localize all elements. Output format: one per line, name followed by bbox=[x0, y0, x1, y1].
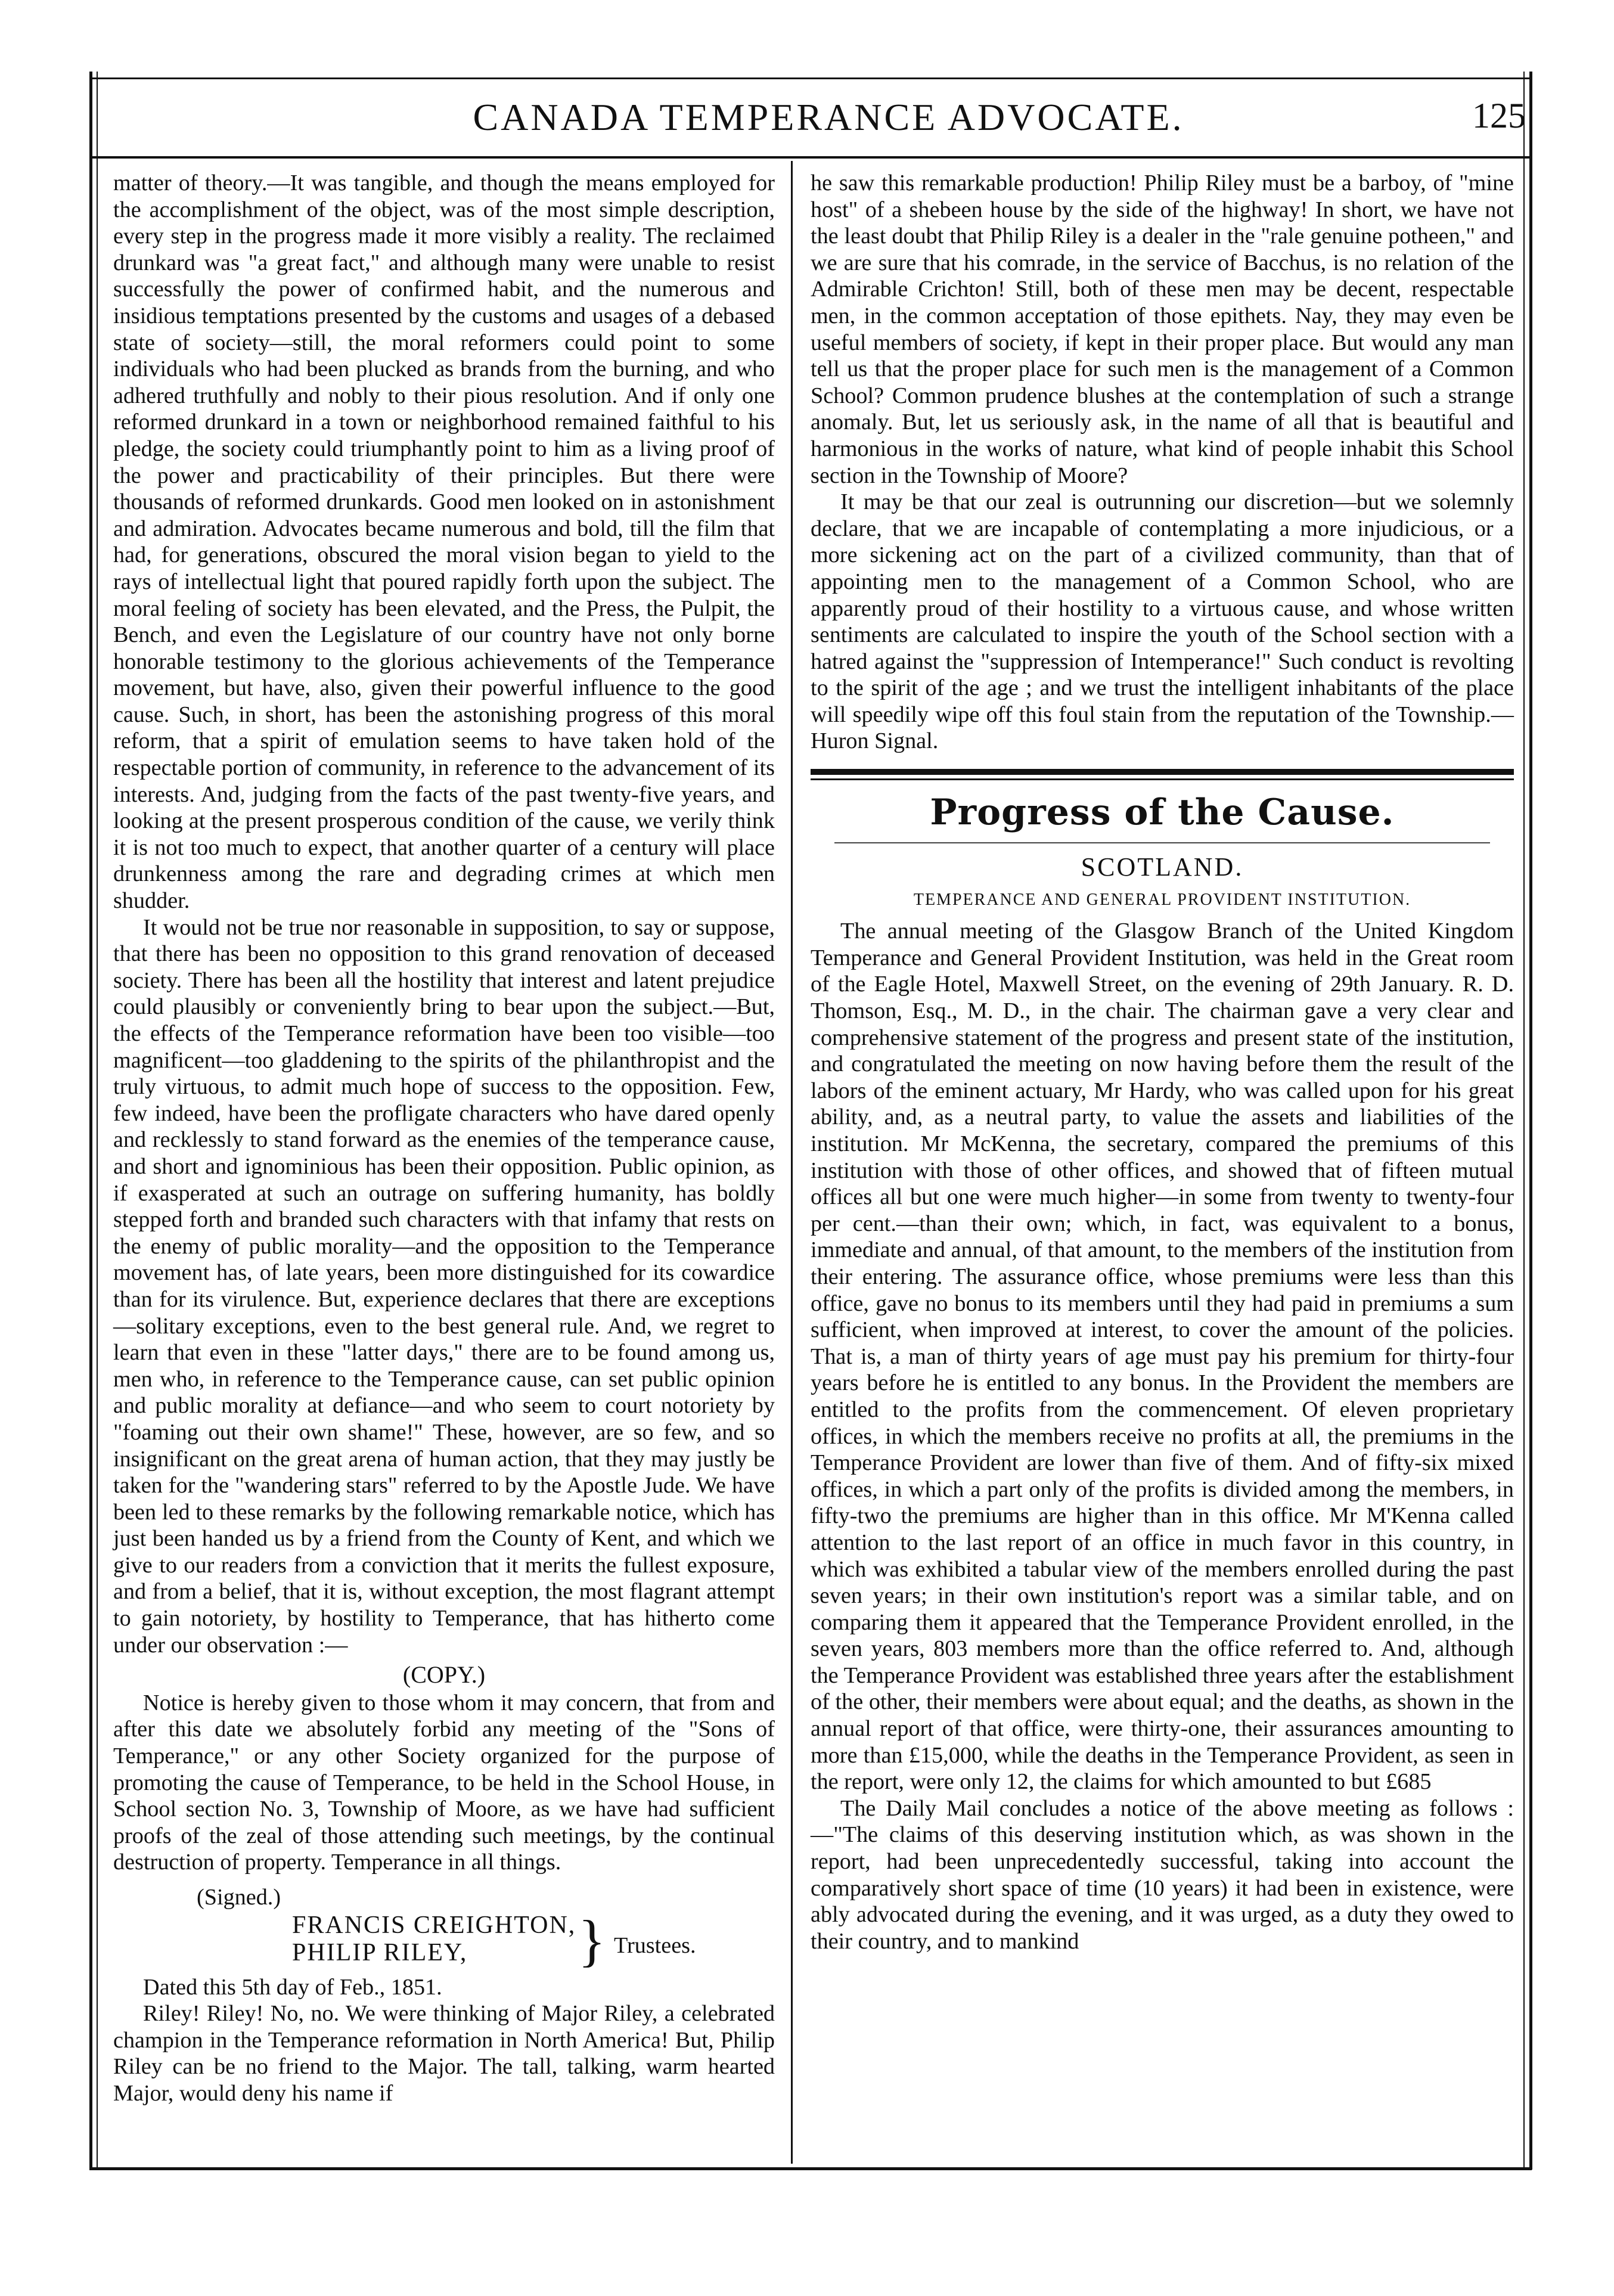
left-column bbox=[113, 170, 775, 2107]
left-border-rule bbox=[89, 72, 92, 2170]
left-border-rule-inner bbox=[97, 72, 98, 2170]
top-border-rule bbox=[89, 77, 1532, 79]
article-paragraph: matter of theory.—It was tangible, and though the means employed for the accomplishment of the object, was of the most simple description, every step in the progress made it more visibly a reality. The reclaimed drunkard was "a great fact," and although many were unable to resist successfully the power of confirmed habit, and the numerous and insidious temptations presented by the customs and usages of a debased state of society—still, the moral reformers could point to some individuals who had been plucked as brands from the burning, and who adhered truthfully and nobly to their pious resolution. And if only one reformed drunkard in a town or neighborhood remained faithful to his pledge, the society could triumphantly point to him as a living proof of the power and practicability of their principles. But there were thousands of reformed drunkards. Good men looked on in astonishment and admiration. Advocates became numerous and bold, till the film that had, for generations, obscured the moral vision began to yield to the rays of intellectual light that poured rapidly forth upon the subject. The moral feeling of society has been elevated, and the Press, the Pulpit, the Bench, and even the Legislature of our country have not only borne honorable testimony to the glorious achievements of the Temperance movement, but have, also, given their powerful influence to the good cause. Such, in short, has been the astonishing progress of this moral reform, that a spirit of emulation seems to have taken hold of the respectable portion of community, in reference to the advancement of its interests. And, judging from the facts of the past twenty-five years, and looking at the present prosperous condition of the cause, we verily think it is not too much to expect, that another quarter of a century will place drunkenness among the rare and degrading crimes at which men shudder. bbox=[113, 170, 775, 914]
column-divider bbox=[791, 161, 793, 2164]
signature-block bbox=[113, 1908, 775, 1972]
notice-paragraph: Notice is hereby given to those whom it may concern, that from and after this date we absolutely forbid any meeting of the "Sons of Temperance," or any other Society organized for the purpose of promoting the cause of Temperance, to be held in the School House, in School section No. 3, Township of Moore, as we have had sufficient proofs of the zeal of those attending such meetings, by the continual destruction of property. Temperance in all things. bbox=[113, 1690, 775, 1875]
article-paragraph: The annual meeting of the Glasgow Branch of the United Kingdom Temperance and General Provident Institution, was held in the Great room of the Eagle Hotel, Maxwell Street, on the evening of 29th January. R. D. Thomson, Esq., M. D., in the chair. The chairman gave a very clear and comprehensive statement of the progress and present state of the institution, and congratulated the meeting on now having before them the result of the labors of the eminent actuary, Mr Hardy, who was called upon for his great ability, and, as a neutral party, to value the assets and liabilities of the institution. Mr McKenna, the secretary, compared the premiums of this institution with those of other offices, and showed that of fifteen mutual offices all but one were much higher—in some from twenty to twenty-four per cent.—than their own; which, in fact, was equivalent to a bonus, immediate and annual, of that amount, to the members of the institution from their entering. The assurance office, whose premiums were less than this office, gave no bonus to its members until they had paid in premiums a sum sufficient, when improved at interest, to cover the amount of the policies. That is, a man of thirty years of age must pay his premium for thirty-four years before he is entitled to any bonus. In the Provident the members are entitled to the profits from the commencement. Of eleven proprietary offices, in which the members receive no profits at all, the premiums in the Temperance Provident are lower than five of them. And of fifty-six mixed offices, in which a part only of the profits is divided among the members, in fifty-two the premiums are higher than in this office. Mr M'Kenna called attention to the last report of an office in much favor in this country, in which was exhibited a tabular view of the members enrolled during the past seven years; in their own institution's report was a similar table, and on comparing them it appeared that the Temperance Provident enrolled, in the seven years, 803 members more than the office referred to. And, although the Temperance Provident was established three years after the establishment of the other, their members were about equal; and the deaths, as shown in the annual report of that office, were thirty-one, their assurances amounting to more than £15,000, while the deaths in the Temperance Provident, as seen in the report, were only 12, the claims for which amounted to but £685 bbox=[811, 919, 1514, 1795]
header-rule bbox=[89, 156, 1532, 159]
article-paragraph: The Daily Mail concludes a notice of the above meeting as follows :—"The claims of this deserving institution which, as was shown in the report, had been unprecedentedly successful, taking into account the comparatively short space of time (10 years) it had been in existence, were ably advocated during the evening, and it was urged, as a duty they owed to their country, and to mankind bbox=[811, 1795, 1514, 1954]
section-rule-thin bbox=[811, 778, 1514, 780]
bottom-border-rule bbox=[89, 2167, 1532, 2170]
signatory-name: FRANCIS CREIGHTON, bbox=[292, 1911, 576, 1939]
dated-line: Dated this 5th day of Feb., 1851. bbox=[143, 1974, 442, 2000]
article-paragraph: he saw this remarkable production! Philip Riley must be a barboy, of "mine host" of a shebeen house by the side of the highway! In short, we have not the least doubt that Philip Riley is a dealer in the "rale genuine potheen," and we are sure that his comrade, in the service of Bacchus, is no relation of the Admirable Crichton! Still, both of these men may be decent, respectable men, in the common acceptation of those epithets. Nay, they may even be useful members of society, if kept in their proper place. But would any man tell us that the proper place for such men is the management of a Common School? Common prudence blushes at the contemplation of such a strange anomaly. But, let us seriously ask, in the name of all that is beautiful and harmonious in the works of nature, what kind of people inhabit this School section in the Township of Moore? bbox=[811, 170, 1514, 488]
copy-heading: (COPY.) bbox=[402, 1661, 486, 1689]
region-heading: SCOTLAND. bbox=[1081, 852, 1244, 882]
section-title: Progress of the Cause. bbox=[930, 792, 1395, 834]
trustees-label: Trustees. bbox=[614, 1932, 696, 1958]
institution-heading: TEMPERANCE AND GENERAL PROVIDENT INSTITUTION. bbox=[913, 890, 1411, 909]
section-divider bbox=[834, 842, 1490, 843]
page-title: CANADA TEMPERANCE ADVOCATE. bbox=[473, 96, 1184, 138]
article-paragraph: It may be that our zeal is outrunning our discretion—but we solemnly declare, that we are incapable of contemplating a more injudicious, or a more sickening act on the part of a civilized community, than that of appointing men to the management of a Common School, who are apparently proud of their hostility to a virtuous cause, and whose written sentiments are calculated to inspire the youth of the School section with a hatred against the "suppression of Intemperance!" Such conduct is revolting to the spirit of the age ; and we trust the intelligent inhabitants of the place will speedily wipe off this foul stain from the reputation of the Township.—Huron Signal. bbox=[811, 489, 1514, 754]
right-column bbox=[811, 170, 1514, 1954]
section-rule-thick bbox=[811, 769, 1514, 775]
page-number: 125 bbox=[1472, 96, 1526, 135]
signatory-name: PHILIP RILEY, bbox=[292, 1938, 468, 1966]
article-paragraph: Riley! Riley! No, no. We were thinking of Major Riley, a celebrated champion in the Temperance reformation in North America! But, Philip Riley can be no friend to the Major. The tall, talking, warm hearted Major, would deny his name if bbox=[113, 2001, 775, 2106]
signed-label: (Signed.) bbox=[197, 1885, 281, 1910]
brace-glyph: } bbox=[578, 1908, 606, 1972]
page-header bbox=[125, 89, 1532, 149]
right-border-rule bbox=[1529, 72, 1532, 2170]
right-border-rule-inner bbox=[1523, 72, 1525, 2170]
article-paragraph: It would not be true nor reasonable in supposition, to say or suppose, that there has been no opposition to this grand renovation of deceased society. There has been all the hostility that interest and latent prejudice could plausibly or conveniently bring to bear upon the subject.—But, the effects of the Temperance reformation have been too visible—too magnificent—too gladdening to the spirits of the philanthropist and the truly virtuous, to admit much hope of success to the opposition. Few, few indeed, have been the profligate characters who have dared openly and recklessly to stand forward as the enemies of the temperance cause, and short and ignominious has been their opposition. Public opinion, as if exasperated at such an outrage on suffering humanity, has boldly stepped forth and branded such characters with that infamy that rests on the enemy of public morality—and the opposition to the Temperance movement has, of late years, been more distinguished for its cowardice than for its virulence. But, experience declares that there are exceptions—solitary exceptions, even to the best general rule. And, we regret to learn that even in these "latter days," there are to be found among us, men who, in reference to the Temperance cause, can set public opinion and public morality at defiance—and who seem to court notoriety by "foaming out their own shame!" These, however, are so few, and so insignificant on the great arena of human action, that they may justly be taken for the "wandering stars" referred to by the Apostle Jude. We have been led to these remarks by the following remarkable notice, which has just been handed us by a friend from the County of Kent, and which we give to our readers from a conviction that it merits the fullest exposure, and from a belief, that it is, without exception, the most flagrant attempt to gain notoriety, by hostility to Temperance, that has hitherto come under our observation :— bbox=[113, 914, 775, 1658]
